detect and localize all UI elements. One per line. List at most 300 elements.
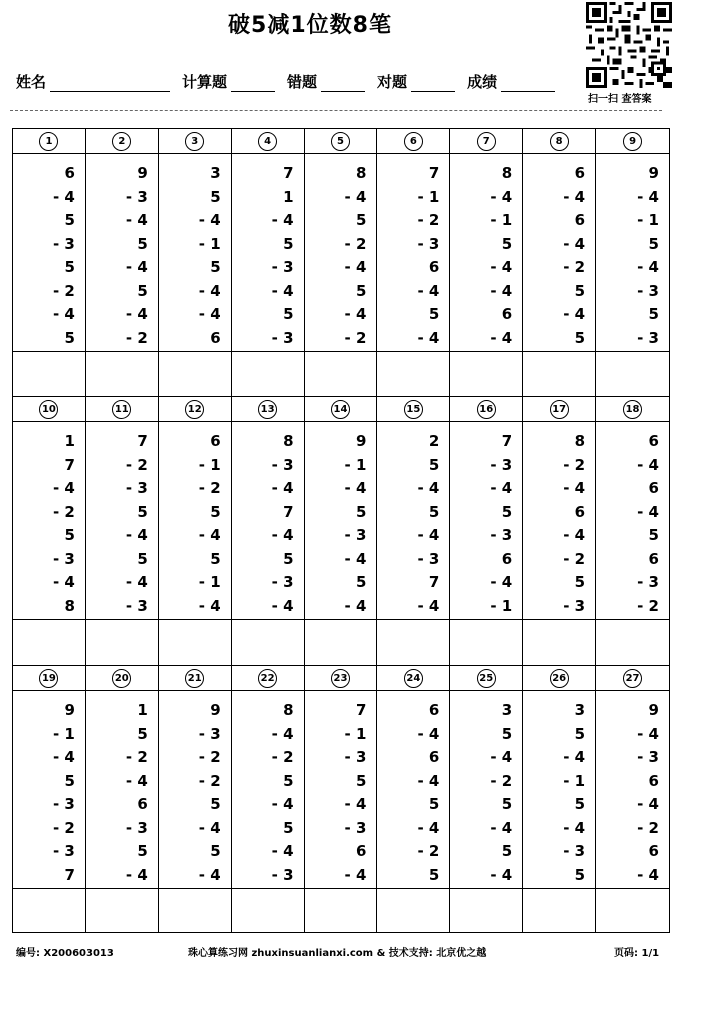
qr-caption: 扫一扫 查答案 [588, 94, 652, 105]
operand: 6 [356, 842, 367, 860]
operand: - 3 [271, 455, 294, 474]
operand: 5 [137, 549, 148, 568]
problem-column [450, 397, 523, 665]
operand: 5 [64, 526, 75, 544]
operand: - 3 [417, 549, 440, 568]
operand: 6 [648, 432, 659, 450]
operand: - 3 [52, 842, 75, 860]
operand: - 4 [637, 187, 659, 206]
operand: - 4 [52, 573, 75, 591]
name-label: 姓名 [16, 73, 47, 91]
problem-header [377, 397, 449, 422]
operand: - 2 [52, 502, 75, 521]
operand: 5 [428, 455, 440, 474]
operand: - 4 [490, 258, 513, 276]
answer-box[interactable] [13, 620, 85, 665]
operand: - 1 [198, 573, 221, 591]
problem-number: 12 [185, 400, 204, 419]
operand: - 4 [125, 526, 148, 544]
problem-operands [450, 691, 522, 889]
operand: - 4 [417, 771, 440, 790]
problem-number: 26 [550, 669, 569, 688]
operand: - 3 [637, 748, 659, 766]
problem-header [86, 666, 158, 691]
operand: - 4 [344, 865, 367, 884]
problem-header [86, 129, 158, 154]
answer-box[interactable] [523, 889, 595, 932]
right-count-field[interactable] [411, 74, 455, 92]
operand: - 4 [490, 281, 513, 300]
operand: 5 [64, 771, 75, 790]
operand: - 4 [344, 596, 367, 615]
answer-box[interactable] [159, 620, 231, 665]
problem-column [377, 129, 450, 396]
operand: 5 [501, 234, 513, 253]
operand: - 3 [52, 549, 75, 568]
operand: 1 [137, 701, 148, 719]
problem-block-3 [12, 665, 670, 933]
operand: - 2 [271, 748, 294, 766]
operand: - 3 [490, 526, 513, 544]
operand: - 4 [52, 748, 75, 766]
operand: 5 [648, 305, 659, 323]
operand: - 2 [198, 748, 221, 766]
operand: - 3 [637, 573, 659, 591]
score-field[interactable] [501, 74, 555, 92]
operand: - 1 [637, 211, 659, 229]
operand: - 4 [198, 865, 221, 884]
problem-number: 22 [258, 669, 277, 688]
problem-number: 20 [112, 669, 131, 688]
problem-operands [377, 691, 449, 889]
operand: - 1 [52, 724, 75, 743]
problem-number: 7 [477, 132, 496, 151]
answer-box[interactable] [305, 352, 377, 396]
operand: - 1 [490, 596, 513, 615]
operand: - 4 [417, 479, 440, 497]
problem-number: 1 [39, 132, 58, 151]
operand: 5 [210, 258, 221, 276]
problem-column [13, 129, 86, 396]
operand: - 4 [490, 479, 513, 497]
operand: 5 [356, 281, 367, 300]
operand: 5 [64, 328, 75, 347]
operand: - 4 [417, 596, 440, 615]
operand: 5 [574, 328, 586, 347]
operand: - 4 [271, 211, 294, 229]
problem-column [86, 397, 159, 665]
operand: - 4 [563, 234, 586, 253]
problem-column [596, 397, 669, 665]
operand: - 4 [563, 526, 586, 544]
operand: - 3 [271, 865, 294, 884]
operand: - 4 [344, 258, 367, 276]
problem-header [232, 666, 304, 691]
operand: - 1 [490, 211, 513, 229]
operand: 5 [574, 573, 586, 591]
operand: - 4 [271, 724, 294, 743]
operand: - 2 [417, 211, 440, 229]
operand: 6 [648, 479, 659, 497]
operand: 6 [428, 748, 440, 766]
operand: - 4 [637, 258, 659, 276]
operand: 6 [428, 701, 440, 719]
problem-operands [305, 691, 377, 889]
problem-header [305, 397, 377, 422]
problem-operands [13, 691, 85, 889]
answer-box[interactable] [596, 620, 669, 665]
problem-operands [523, 154, 595, 352]
operand: 5 [283, 234, 294, 253]
operand: - 4 [198, 211, 221, 229]
operand: - 4 [563, 187, 586, 206]
problem-number: 13 [258, 400, 277, 419]
problem-operands [159, 691, 231, 889]
problem-header [377, 129, 449, 154]
operand: 5 [137, 842, 148, 860]
operand: - 2 [563, 549, 586, 568]
problem-column [86, 129, 159, 396]
operand: 6 [574, 502, 586, 521]
operand: - 4 [344, 549, 367, 568]
operand: 5 [210, 795, 221, 813]
operand: - 3 [417, 234, 440, 253]
operand: - 3 [637, 281, 659, 300]
operand: 5 [501, 795, 513, 813]
answer-box[interactable] [232, 889, 304, 932]
operand: - 4 [637, 502, 659, 521]
operand: - 4 [417, 281, 440, 300]
operand: - 2 [637, 818, 659, 837]
operand: 5 [356, 211, 367, 229]
operand: 5 [210, 502, 221, 521]
operand: 5 [137, 724, 148, 743]
operand: - 3 [125, 187, 148, 206]
operand: 5 [283, 771, 294, 790]
operand: - 2 [125, 328, 148, 347]
problem-header [232, 129, 304, 154]
operand: 5 [428, 502, 440, 521]
operand: - 4 [52, 305, 75, 323]
problem-column [305, 666, 378, 932]
answer-box[interactable] [13, 889, 85, 932]
operand: - 3 [271, 328, 294, 347]
operand: - 4 [271, 842, 294, 860]
operand: 5 [64, 258, 75, 276]
problem-number: 23 [331, 669, 350, 688]
operand: - 4 [637, 795, 659, 813]
answer-box[interactable] [86, 352, 158, 396]
operand: 7 [137, 432, 148, 450]
operand: - 3 [271, 258, 294, 276]
operand: - 2 [52, 281, 75, 300]
answer-box[interactable] [159, 889, 231, 932]
operand: - 3 [344, 748, 367, 766]
problem-header [159, 129, 231, 154]
problem-header [159, 666, 231, 691]
operand: 7 [501, 432, 513, 450]
problem-operands [13, 422, 85, 620]
operand: 5 [648, 234, 659, 253]
problem-operands [305, 422, 377, 620]
operand: 9 [64, 701, 75, 719]
problem-column [523, 129, 596, 396]
problem-operands [86, 691, 158, 889]
operand: - 1 [198, 234, 221, 253]
operand: 5 [210, 549, 221, 568]
operand: - 3 [198, 724, 221, 743]
operand: - 4 [490, 818, 513, 837]
operand: - 4 [417, 328, 440, 347]
operand: - 2 [198, 771, 221, 790]
operand: - 2 [490, 771, 513, 790]
operand: - 1 [344, 724, 367, 743]
problem-header [377, 666, 449, 691]
operand: 8 [64, 596, 75, 615]
operand: - 2 [198, 479, 221, 497]
answer-box[interactable] [377, 352, 449, 396]
problem-header [305, 129, 377, 154]
footer-site[interactable]: 珠心算练习网 zhuxinsuanlianxi.com & 技术支持: 北京优之越 [188, 948, 487, 959]
operand: - 4 [563, 748, 586, 766]
operand: 5 [428, 305, 440, 323]
operand: 5 [64, 211, 75, 229]
footer-page: 页码: 1/1 [614, 948, 660, 959]
operand: 1 [283, 187, 294, 206]
operand: - 4 [344, 479, 367, 497]
operand: - 3 [125, 596, 148, 615]
operand: 9 [648, 164, 659, 182]
problem-header [523, 129, 595, 154]
operand: - 4 [198, 818, 221, 837]
operand: 7 [64, 865, 75, 884]
answer-box[interactable] [86, 889, 158, 932]
operand: 6 [648, 771, 659, 790]
operand: - 4 [490, 187, 513, 206]
footer-code: 编号: X200603013 [16, 948, 114, 959]
problem-operands [596, 422, 669, 620]
operand: - 4 [344, 187, 367, 206]
operand: 8 [283, 432, 294, 450]
problem-column [305, 397, 378, 665]
problem-number: 27 [623, 669, 642, 688]
operand: 9 [648, 701, 659, 719]
operand: - 2 [344, 328, 367, 347]
operand: - 4 [52, 479, 75, 497]
operand: 2 [428, 432, 440, 450]
operand: 5 [356, 771, 367, 790]
problem-operands [159, 422, 231, 620]
problem-header [13, 666, 85, 691]
problem-operands [13, 154, 85, 352]
operand: - 3 [52, 234, 75, 253]
operand: - 2 [125, 748, 148, 766]
operand: 6 [648, 549, 659, 568]
answer-box[interactable] [596, 352, 669, 396]
operand: - 3 [52, 795, 75, 813]
operand: 3 [501, 701, 513, 719]
operand: - 4 [344, 305, 367, 323]
problem-block-2 [12, 396, 670, 666]
problem-operands [86, 154, 158, 352]
operand: 6 [648, 842, 659, 860]
operand: - 4 [198, 281, 221, 300]
operand: 5 [283, 549, 294, 568]
problem-number: 19 [39, 669, 58, 688]
name-field[interactable] [50, 74, 170, 92]
answer-box[interactable] [377, 889, 449, 932]
operand: - 3 [637, 328, 659, 347]
operand: - 3 [344, 818, 367, 837]
calc-count-field[interactable] [231, 74, 275, 92]
operand: - 4 [490, 865, 513, 884]
operand: 5 [574, 281, 586, 300]
operand: - 4 [271, 526, 294, 544]
problem-number: 8 [550, 132, 569, 151]
operand: - 1 [563, 771, 586, 790]
problem-operands [523, 691, 595, 889]
answer-box[interactable] [86, 620, 158, 665]
problem-column [523, 666, 596, 932]
operand: - 4 [563, 305, 586, 323]
problem-header [13, 129, 85, 154]
operand: 3 [210, 164, 221, 182]
problem-number: 25 [477, 669, 496, 688]
answer-box[interactable] [232, 620, 304, 665]
score-label: 成绩 [467, 73, 498, 91]
operand: - 4 [271, 596, 294, 615]
problem-header [305, 666, 377, 691]
operand: 8 [501, 164, 513, 182]
cut-line [10, 110, 662, 111]
problem-column [159, 666, 232, 932]
operand: 5 [137, 502, 148, 521]
operand: 9 [356, 432, 367, 450]
page-title: 破5减1位数8笔 [228, 13, 392, 38]
operand: - 4 [417, 526, 440, 544]
operand: 9 [210, 701, 221, 719]
problem-operands [305, 154, 377, 352]
operand: 8 [356, 164, 367, 182]
operand: 5 [283, 818, 294, 837]
operand: - 3 [344, 526, 367, 544]
operand: 7 [283, 164, 294, 182]
operand: - 2 [125, 455, 148, 474]
problem-operands [450, 154, 522, 352]
operand: - 4 [198, 526, 221, 544]
operand: - 4 [490, 748, 513, 766]
answer-box[interactable] [450, 889, 522, 932]
problem-operands [596, 691, 669, 889]
answer-box[interactable] [450, 352, 522, 396]
operand: - 4 [125, 865, 148, 884]
answer-box[interactable] [596, 889, 669, 932]
operand: 5 [210, 842, 221, 860]
answer-box[interactable] [159, 352, 231, 396]
problem-number: 2 [112, 132, 131, 151]
operand: - 4 [637, 865, 659, 884]
operand: - 4 [198, 305, 221, 323]
operand: 5 [210, 187, 221, 206]
problem-column [232, 129, 305, 396]
answer-box[interactable] [523, 352, 595, 396]
operand: 6 [574, 164, 586, 182]
problem-block-1 [12, 128, 670, 397]
operand: 5 [137, 234, 148, 253]
answer-box[interactable] [450, 620, 522, 665]
problem-column [86, 666, 159, 932]
problem-operands [450, 422, 522, 620]
operand: 7 [64, 455, 75, 474]
problem-operands [232, 422, 304, 620]
problem-column [523, 397, 596, 665]
operand: 5 [428, 865, 440, 884]
problem-operands [377, 422, 449, 620]
operand: 5 [501, 842, 513, 860]
problem-number: 24 [404, 669, 423, 688]
answer-box[interactable] [377, 620, 449, 665]
operand: - 1 [198, 455, 221, 474]
operand: 5 [428, 795, 440, 813]
operand: - 3 [563, 842, 586, 860]
wrong-count-label: 错题 [287, 73, 318, 91]
problem-operands [86, 422, 158, 620]
problem-column [159, 129, 232, 396]
operand: - 4 [125, 211, 148, 229]
operand: 5 [574, 724, 586, 743]
problem-number: 5 [331, 132, 350, 151]
operand: 1 [64, 432, 75, 450]
problem-header [596, 666, 669, 691]
problem-number: 14 [331, 400, 350, 419]
answer-box[interactable] [305, 620, 377, 665]
right-count-label: 对题 [377, 73, 408, 91]
problem-header [450, 397, 522, 422]
operand: - 4 [52, 187, 75, 206]
operand: 6 [210, 432, 221, 450]
operand: 7 [356, 701, 367, 719]
operand: 6 [574, 211, 586, 229]
problem-header [523, 666, 595, 691]
operand: 5 [137, 281, 148, 300]
problem-number: 16 [477, 400, 496, 419]
problem-column [596, 129, 669, 396]
operand: - 4 [490, 573, 513, 591]
problem-header [450, 666, 522, 691]
problem-number: 18 [623, 400, 642, 419]
answer-box[interactable] [305, 889, 377, 932]
problem-operands [232, 154, 304, 352]
problem-header [159, 397, 231, 422]
qr-code-icon[interactable] [586, 2, 672, 88]
problem-number: 4 [258, 132, 277, 151]
problem-operands [596, 154, 669, 352]
operand: 6 [64, 164, 75, 182]
wrong-count-field[interactable] [321, 74, 365, 92]
operand: - 4 [271, 281, 294, 300]
operand: 5 [356, 502, 367, 521]
operand: - 4 [637, 455, 659, 474]
operand: - 2 [563, 258, 586, 276]
operand: 6 [428, 258, 440, 276]
problem-column [377, 397, 450, 665]
operand: 5 [574, 795, 586, 813]
answer-box[interactable] [232, 352, 304, 396]
answer-box[interactable] [523, 620, 595, 665]
operand: - 2 [417, 842, 440, 860]
operand: 5 [501, 502, 513, 521]
answer-box[interactable] [13, 352, 85, 396]
